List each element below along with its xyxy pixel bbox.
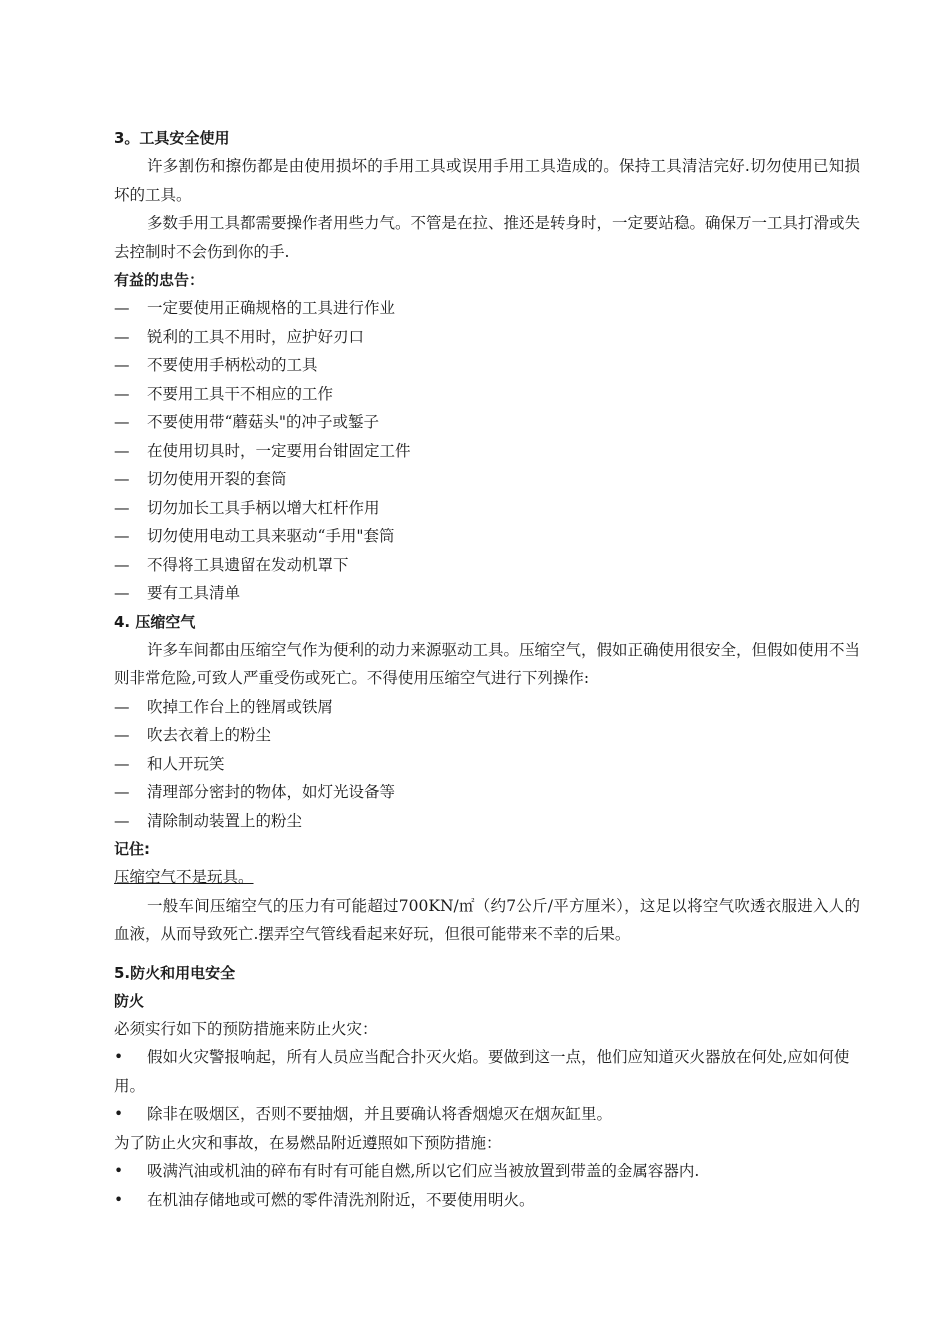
list-item: [114, 465, 860, 494]
tips-heading: 有益的忠告：: [114, 271, 205, 289]
dash-marker: —: [114, 299, 130, 317]
list-item: [114, 408, 860, 437]
section-3-paragraph-2: 多数手用工具都需要操作者用些力气。不管是在拉、推还是转身时，一定要站稳。确保万一工具打滑或失去控制时不会伤到你的手.: [114, 214, 861, 261]
dash-marker: —: [114, 441, 130, 460]
remember-line: [114, 863, 860, 892]
bullet-item-text: 除非在吸烟区，否则不要抽烟，并且要确认将香烟熄灭在烟灰缸里。: [147, 1105, 613, 1123]
list-item-text: 吹掉工作台上的锉屑或铁屑: [147, 697, 334, 716]
section-spacer: [114, 949, 860, 959]
bullet-marker: •: [114, 1162, 124, 1180]
list-item: [114, 351, 860, 380]
bullet-item: [114, 1043, 860, 1100]
section-3-heading: 3。工具安全使用: [114, 129, 230, 147]
fire-intro-1: 必须实行如下的预防措施来防止火灾：: [114, 1019, 378, 1038]
dash-marker: —: [114, 413, 130, 431]
list-item-text: 切勿使用开裂的套筒: [147, 470, 287, 488]
dash-marker: —: [114, 697, 130, 716]
dash-marker: —: [114, 754, 130, 773]
dash-marker: —: [114, 783, 130, 801]
list-item: [114, 807, 860, 836]
list-item-text: 不得将工具遗留在发动机罩下: [147, 555, 349, 574]
remember-heading: 记住:: [114, 840, 150, 858]
list-item-text: 切勿加长工具手柄以增大杠杆作用: [147, 498, 380, 517]
list-item: [114, 437, 860, 466]
list-item: [114, 693, 860, 722]
bullet-item-text: 假如火灾警报响起，所有人员应当配合扑灭火焰。要做到这一点，他们应知道灭火器放在何处,应如何使用。: [114, 1048, 850, 1095]
section-3-paragraph-1: 许多割伤和擦伤都是由使用损坏的手用工具或误用手用工具造成的。保持工具清洁完好.切勿使用已知损坏的工具。: [114, 157, 860, 204]
fire-prevention-heading: 防火: [114, 991, 145, 1010]
dash-marker: —: [114, 811, 130, 830]
dash-marker: —: [114, 327, 130, 346]
list-item-text: 锐利的工具不用时，应护好刃口: [147, 327, 365, 346]
bullet-item: [114, 1157, 860, 1186]
list-item-text: 清除制动装置上的粉尘: [147, 811, 303, 830]
list-item: [114, 522, 860, 551]
document-body: [114, 124, 860, 1214]
section-4-paragraph-2: 一般车间压缩空气的压力有可能超过700KN/㎡（约7公斤/平方厘米），这足以将空气吹透衣服进入人的血液，从而导致死亡.摆弄空气管线看起来好玩，但很可能带来不幸的后果。: [114, 896, 860, 943]
list-item-text: 一定要使用正确规格的工具进行作业: [147, 299, 396, 317]
bullet-item: [114, 1186, 860, 1215]
list-item: [114, 294, 860, 323]
section-4-paragraph-1: 许多车间都由压缩空气作为便利的动力来源驱动工具。压缩空气，假如正确使用很安全，但假如使用不当则非常危险,可致人严重受伤或死亡。不得使用压缩空气进行下列操作:: [114, 640, 861, 687]
dash-marker: —: [114, 356, 130, 374]
fire-intro-2: 为了防止火灾和事故，在易燃品附近遵照如下预防措施：: [114, 1133, 502, 1152]
list-item: [114, 778, 860, 807]
section-4-heading: 4. 压缩空气: [114, 612, 196, 631]
list-item: [114, 494, 860, 523]
list-item-text: 吹去衣着上的粉尘: [147, 726, 272, 744]
tips-list: [114, 294, 860, 608]
bullet-item: [114, 1100, 860, 1129]
list-item: [114, 579, 860, 608]
list-item-text: 不要使用手柄松动的工具: [147, 356, 318, 374]
bullet-marker: •: [114, 1105, 124, 1123]
dash-marker: —: [114, 726, 130, 744]
fire-bullets-2: [114, 1157, 860, 1214]
dash-marker: —: [114, 470, 130, 488]
section-5-heading: 5.防火和用电安全: [114, 963, 236, 982]
bullet-item-text: 在机油存储地或可燃的零件清洗剂附近，不要使用明火。: [147, 1190, 535, 1209]
bullet-item-text: 吸满汽油或机油的碎布有时有可能自燃,所以它们应当被放置到带盖的金属容器内.: [147, 1162, 700, 1180]
bullet-marker: •: [114, 1048, 124, 1066]
list-item-text: 要有工具清单: [147, 584, 241, 602]
list-item-text: 在使用切具时，一定要用台钳固定工件: [147, 441, 411, 460]
dash-marker: —: [114, 527, 130, 545]
list-item: [114, 551, 860, 580]
dash-marker: —: [114, 384, 130, 403]
bullet-marker: •: [114, 1190, 124, 1209]
list-item-text: 清理部分密封的物体，如灯光设备等: [147, 783, 396, 801]
dash-marker: —: [114, 498, 130, 517]
list-item-text: 切勿使用电动工具来驱动“手用"套筒: [147, 527, 395, 545]
remember-text: 压缩空气不是玩具。: [114, 868, 254, 886]
dash-marker: —: [114, 584, 130, 602]
list-item: [114, 323, 860, 352]
dash-marker: —: [114, 555, 130, 574]
list-item: [114, 721, 860, 750]
fire-bullets-1: [114, 1043, 860, 1129]
list-item-text: 不要使用带“蘑菇头"的冲子或錾子: [147, 413, 380, 431]
list-item-text: 不要用工具干不相应的工作: [147, 384, 334, 403]
list-item: [114, 750, 860, 779]
compressed-air-list: [114, 693, 860, 836]
list-item-text: 和人开玩笑: [147, 754, 225, 773]
list-item: [114, 380, 860, 409]
